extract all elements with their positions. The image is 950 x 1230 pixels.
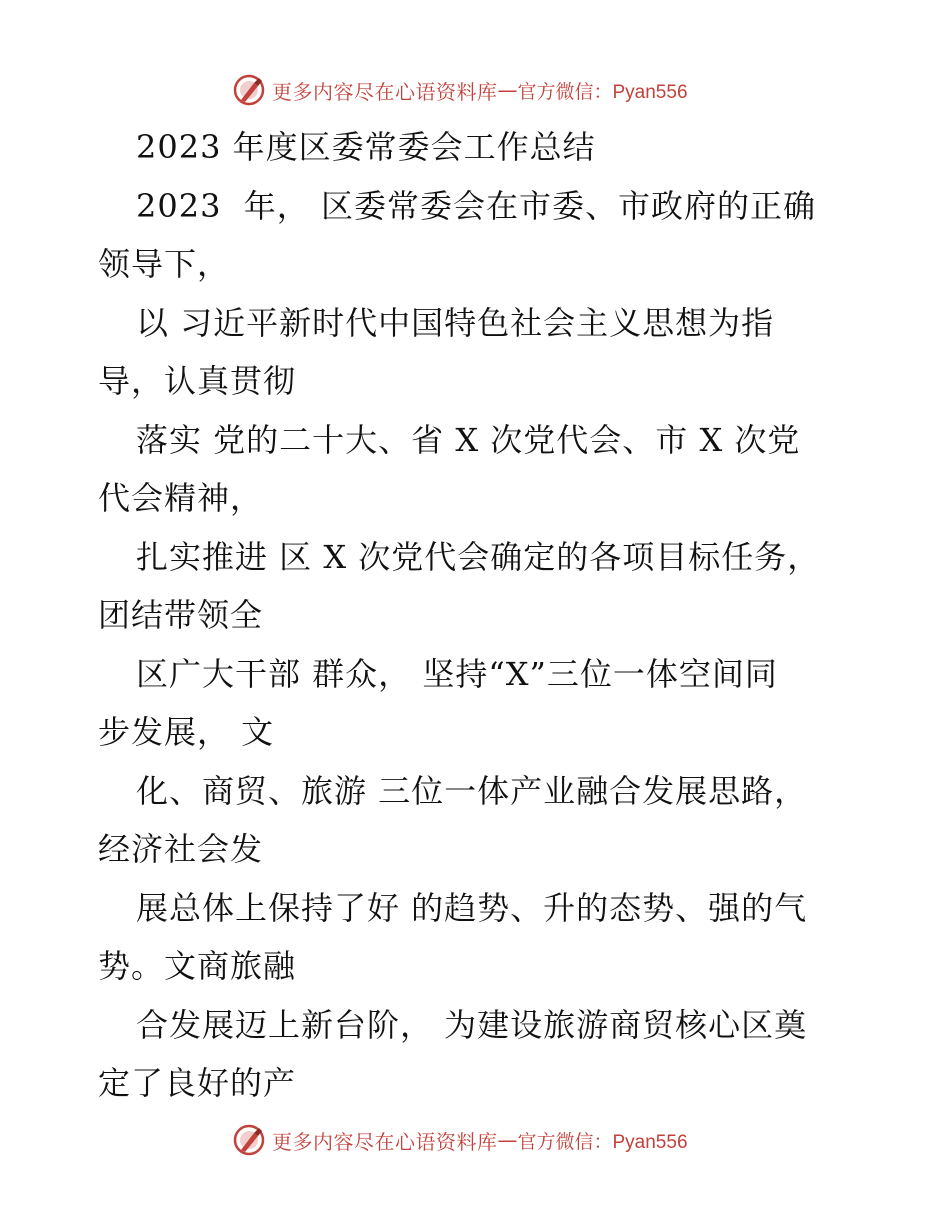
watermark-separator: — xyxy=(497,1128,518,1152)
document-body xyxy=(98,118,838,1113)
paragraph-line: 扎实推进 区 X 次党代会确定的各项目标任务， xyxy=(136,537,821,576)
watermark-text: 更多内容尽在心语资料库 xyxy=(272,1129,498,1154)
paragraph-line: 区广大干部 群众， 坚持“X”三位一体空间同 xyxy=(136,654,778,693)
paragraph-line: 团结带领全 xyxy=(98,596,264,634)
paragraph-line: 导，认真贯彻 xyxy=(98,362,297,400)
paragraph-line: 2023 年， 区委常委会在市委、市政府的正确 xyxy=(136,186,816,225)
paragraph-line: 化、商贸、旅游 三位一体产业融合发展思路， xyxy=(136,771,808,810)
paragraph-line: 定了良好的产 xyxy=(98,1064,297,1102)
paragraph-line: 步发展， 文 xyxy=(98,713,275,751)
watermark-text: 更多内容尽在心语资料库 xyxy=(272,79,498,104)
watermark-separator: — xyxy=(497,78,518,102)
paragraph-line: 势。文商旅融 xyxy=(98,947,297,985)
paragraph-line: 展总体上保持了好 的趋势、升的态势、强的气 xyxy=(136,888,808,927)
footer-watermark-banner xyxy=(232,1120,688,1160)
header-watermark-banner xyxy=(232,70,688,110)
document-title: 2023 年度区委常委会工作总结 xyxy=(136,128,596,166)
watermark-contact: 官方微信：Pyan556 xyxy=(517,81,688,103)
red-nib-seal-icon xyxy=(232,1123,266,1157)
paragraph-line: 落实 党的二十大、省 X 次党代会、市 X 次党 xyxy=(136,420,801,459)
paragraph-line: 以 习近平新时代中国特色社会主义思想为指 xyxy=(136,303,775,342)
red-nib-seal-icon xyxy=(232,73,266,107)
paragraph-line: 领导下， xyxy=(98,245,231,283)
paragraph-line: 代会精神， xyxy=(98,479,264,517)
paragraph-line: 合发展迈上新台阶， 为建设旅游商贸核心区奠 xyxy=(136,1005,808,1044)
paragraph-line: 经济社会发 xyxy=(98,830,264,868)
watermark-contact: 官方微信：Pyan556 xyxy=(517,1131,688,1153)
